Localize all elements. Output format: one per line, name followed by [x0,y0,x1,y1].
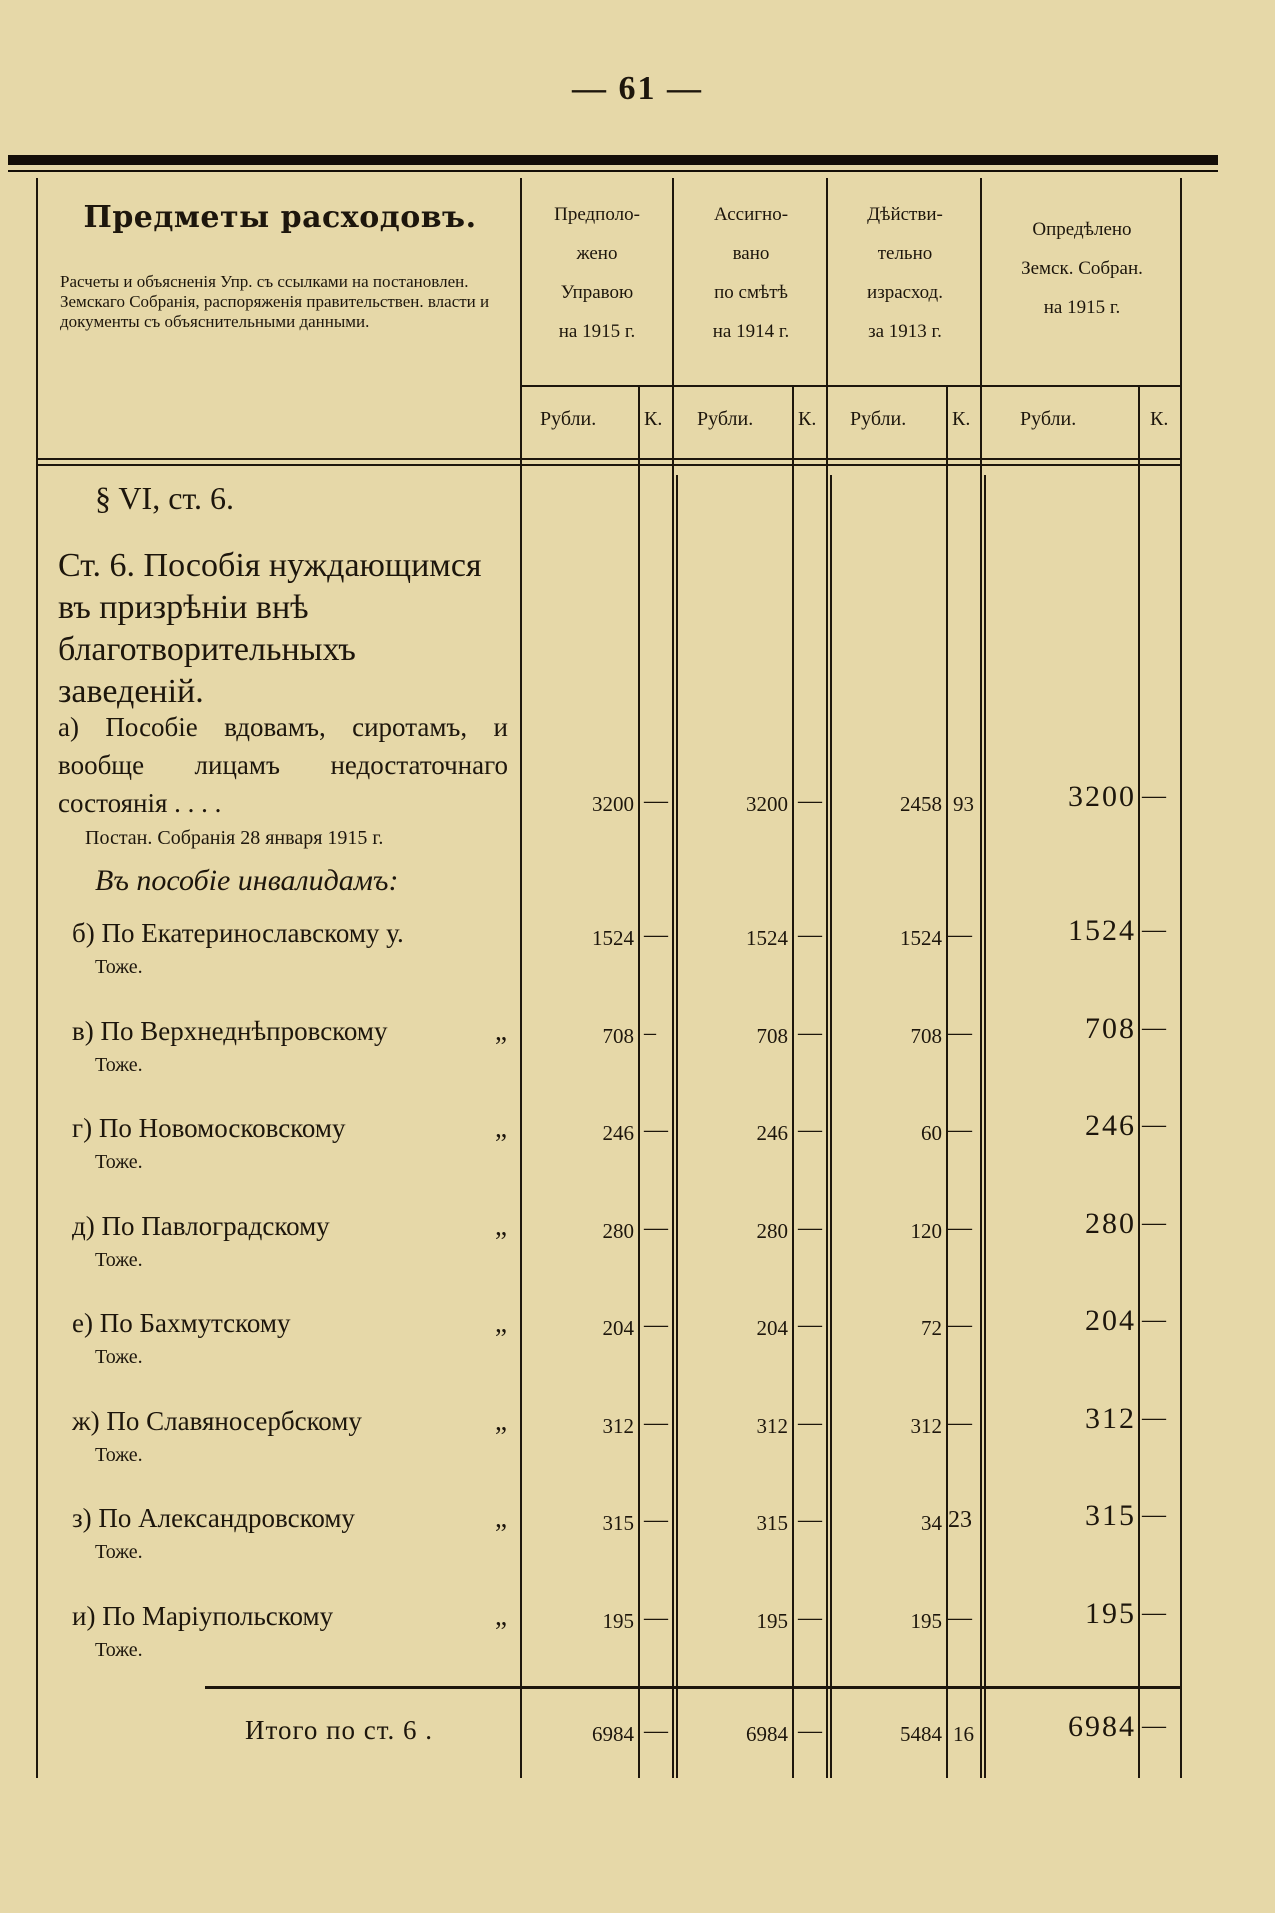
total-proposed-kop: — [644,1718,668,1744]
item-a-spent-rub: 2458 [900,792,942,816]
section-heading: § VI, ст. 6. [95,480,234,516]
row-value-spent-rub: 120 [910,1219,942,1243]
row-value-determined-rub: 204 [1085,1304,1136,1337]
total-proposed-rub: 6984 [592,1722,634,1746]
row-value-assigned-rub: 1524 [746,926,788,950]
ditto-mark: „ [495,1016,507,1046]
row-value-determined-rub: 315 [1085,1499,1136,1532]
row-value-assigned-rub: 312 [756,1414,788,1438]
row-note: Тоже. [95,1249,143,1271]
row-value-spent-rub: 195 [910,1609,942,1633]
total-spent-rub: 5484 [900,1722,942,1746]
kop-divider-1 [638,385,640,1778]
table-border-left [36,178,38,1778]
header-title: Предметы расходовъ. [83,200,477,235]
row-value-determined-rub: 312 [1085,1402,1136,1435]
row-value-spent-rub: 708 [910,1024,942,1048]
row-label-text: д) По Павлоградскому [72,1211,330,1241]
row-label [72,1016,507,1047]
row-value-proposed-rub: 280 [602,1219,634,1243]
col-header-proposed: Предполо- жено Управою на 1915 г. [554,204,640,342]
kop-divider-4 [1138,385,1140,1778]
row-value-proposed-rub: 1524 [592,926,634,950]
top-rule-thick [8,155,1218,165]
total-determined-kop: — [1142,1713,1166,1739]
row-value-determined-kop: — [1142,1210,1166,1236]
col-divider-3 [826,178,828,1778]
row-value-spent-kop: 23 [948,1507,972,1533]
row-value-assigned-kop: — [798,1507,822,1533]
row-value-determined-kop: — [1142,1600,1166,1626]
row-value-assigned-kop: — [798,922,822,948]
row-label [72,1211,507,1242]
item-a-note: Постан. Собранія 28 января 1915 г. [85,827,384,849]
row-value-assigned-rub: 708 [756,1024,788,1048]
unit-kop-4: К. [1150,408,1169,430]
row-value-spent-kop: — [948,1020,972,1046]
row-value-determined-kop: — [1142,1112,1166,1138]
row-value-determined-kop: — [1142,1502,1166,1528]
total-spent-kop: 16 [953,1722,974,1746]
row-value-spent-rub: 312 [910,1414,942,1438]
unit-rub-4: Рубли. [1020,408,1077,430]
row-note: Тоже. [95,956,143,978]
row-label [72,1406,507,1437]
row-value-spent-rub: 1524 [900,926,942,950]
row-label-text: г) По Новомосковскому [72,1113,346,1143]
total-rule-values [520,1686,1182,1689]
row-value-proposed-rub: 708 [602,1024,634,1048]
row-value-proposed-kop: — [644,922,668,948]
row-note: Тоже. [95,1639,143,1661]
kop-divider-2 [792,385,794,1778]
ditto-mark: „ [495,1406,507,1436]
row-value-determined-rub: 1524 [1068,914,1136,947]
item-a-spent-kop: 93 [953,792,974,816]
ditto-mark: „ [495,1308,507,1338]
col-divider-2b [676,475,678,1778]
row-value-assigned-kop: — [798,1605,822,1631]
header-rule-1 [36,458,1182,460]
row-value-spent-kop: — [948,922,972,948]
row-label-text: в) По Верхнеднѣпровскому [72,1016,388,1046]
row-value-assigned-rub: 195 [756,1609,788,1633]
col-divider-2 [672,178,674,1778]
row-label-text: и) По Маріупольскому [72,1601,334,1631]
top-rule-thin [8,170,1218,172]
row-value-proposed-rub: 312 [602,1414,634,1438]
row-note: Тоже. [95,1151,143,1173]
row-value-proposed-rub: 315 [602,1511,634,1535]
unit-kop-1: К. [644,408,663,430]
row-label [72,918,507,949]
total-rule-label [205,1686,520,1689]
table-border-right [1180,178,1182,1778]
col-divider-1 [520,178,522,1778]
unit-rub-3: Рубли. [850,408,907,430]
row-value-determined-rub: 708 [1085,1012,1136,1045]
item-a-proposed-kop: — [644,788,668,814]
row-value-assigned-rub: 315 [756,1511,788,1535]
item-a-assigned-kop: — [798,788,822,814]
item-a-determined-rub: 3200 [1068,780,1136,813]
row-value-proposed-rub: 195 [602,1609,634,1633]
unit-rub-2: Рубли. [697,408,754,430]
ditto-mark: „ [495,1211,507,1241]
row-value-assigned-kop: — [798,1117,822,1143]
row-value-proposed-kop: – [644,1020,656,1046]
unit-kop-3: К. [952,408,971,430]
row-label-text: б) По Екатеринославскому у. [72,918,404,948]
total-assigned-kop: — [798,1718,822,1744]
row-label [72,1503,507,1534]
row-note: Тоже. [95,1346,143,1368]
row-label [72,1601,507,1632]
article-title: Ст. 6. Пособія нуждающимся въ призрѣніи внѣ благотворительныхъ заведеній. [58,547,482,710]
row-value-determined-rub: 195 [1085,1597,1136,1630]
kop-divider-3 [946,385,948,1778]
row-note: Тоже. [95,1054,143,1076]
row-value-determined-kop: — [1142,1015,1166,1041]
row-value-spent-kop: — [948,1312,972,1338]
row-value-assigned-kop: — [798,1312,822,1338]
ditto-mark: „ [495,1113,507,1143]
item-a-assigned-rub: 3200 [746,792,788,816]
col-divider-3b [830,475,832,1778]
col-divider-4b [984,475,986,1778]
row-label-text: е) По Бахмутскому [72,1308,291,1338]
row-value-spent-rub: 60 [921,1121,942,1145]
unit-rub-1: Рубли. [540,408,597,430]
row-value-proposed-kop: — [644,1605,668,1631]
row-value-assigned-kop: — [798,1410,822,1436]
total-label: Итого по ст. 6 . [245,1715,434,1745]
row-note: Тоже. [95,1541,143,1563]
row-value-proposed-kop: — [644,1312,668,1338]
row-value-determined-kop: — [1142,917,1166,943]
row-value-assigned-rub: 280 [756,1219,788,1243]
row-label-text: ж) По Славяносербскому [72,1406,362,1436]
row-label [72,1308,507,1339]
row-value-assigned-rub: 204 [756,1316,788,1340]
row-value-spent-rub: 34 [921,1511,942,1535]
row-value-spent-rub: 72 [921,1316,942,1340]
total-determined-rub: 6984 [1068,1710,1136,1743]
row-note: Тоже. [95,1444,143,1466]
row-value-proposed-kop: — [644,1117,668,1143]
row-value-proposed-rub: 204 [602,1316,634,1340]
row-label [72,1113,507,1144]
row-value-proposed-rub: 246 [602,1121,634,1145]
row-value-assigned-kop: — [798,1215,822,1241]
item-a-proposed-rub: 3200 [592,792,634,816]
unit-kop-2: К. [798,408,817,430]
row-value-assigned-rub: 246 [756,1121,788,1145]
col-divider-4 [980,178,982,1778]
ditto-mark: „ [495,1601,507,1631]
row-value-determined-kop: — [1142,1405,1166,1431]
row-value-determined-rub: 246 [1085,1109,1136,1142]
row-value-proposed-kop: — [644,1507,668,1533]
ditto-mark: „ [495,1503,507,1533]
row-value-determined-kop: — [1142,1307,1166,1333]
item-a-label: а) Пособіе вдовамъ, сиротамъ, и вообще лицамъ недостаточнаго состоянія . . . . [58,712,508,818]
row-value-assigned-kop: — [798,1020,822,1046]
page-number: — 61 — [572,70,703,107]
row-label-text: з) По Александровскому [72,1503,355,1533]
item-a-determined-kop: — [1142,783,1166,809]
row-value-proposed-kop: — [644,1215,668,1241]
col-header-assigned: Ассигно- вано по смѣтѣ на 1914 г. [712,204,790,342]
subheading-invalids: Въ пособіе инвалидамъ: [95,864,399,897]
row-value-spent-kop: — [948,1605,972,1631]
header-rule-2 [36,464,1182,466]
row-value-spent-kop: — [948,1410,972,1436]
unit-row-rule [520,385,1182,387]
col-header-determined: Опредѣлено Земск. Собран. на 1915 г. [1021,219,1143,318]
col-header-spent: Дѣйстви- тельно израсход. за 1913 г. [867,204,943,342]
row-value-proposed-kop: — [644,1410,668,1436]
row-value-determined-rub: 280 [1085,1207,1136,1240]
row-value-spent-kop: — [948,1215,972,1241]
row-value-spent-kop: — [948,1117,972,1143]
header-subtitle: Расчеты и объясненія Упр. съ ссылками на постановлен. Земскаго Собранія, распоряженія правительствен. власти и документы съ объяснительными данными. [60,272,490,331]
total-assigned-rub: 6984 [746,1722,788,1746]
